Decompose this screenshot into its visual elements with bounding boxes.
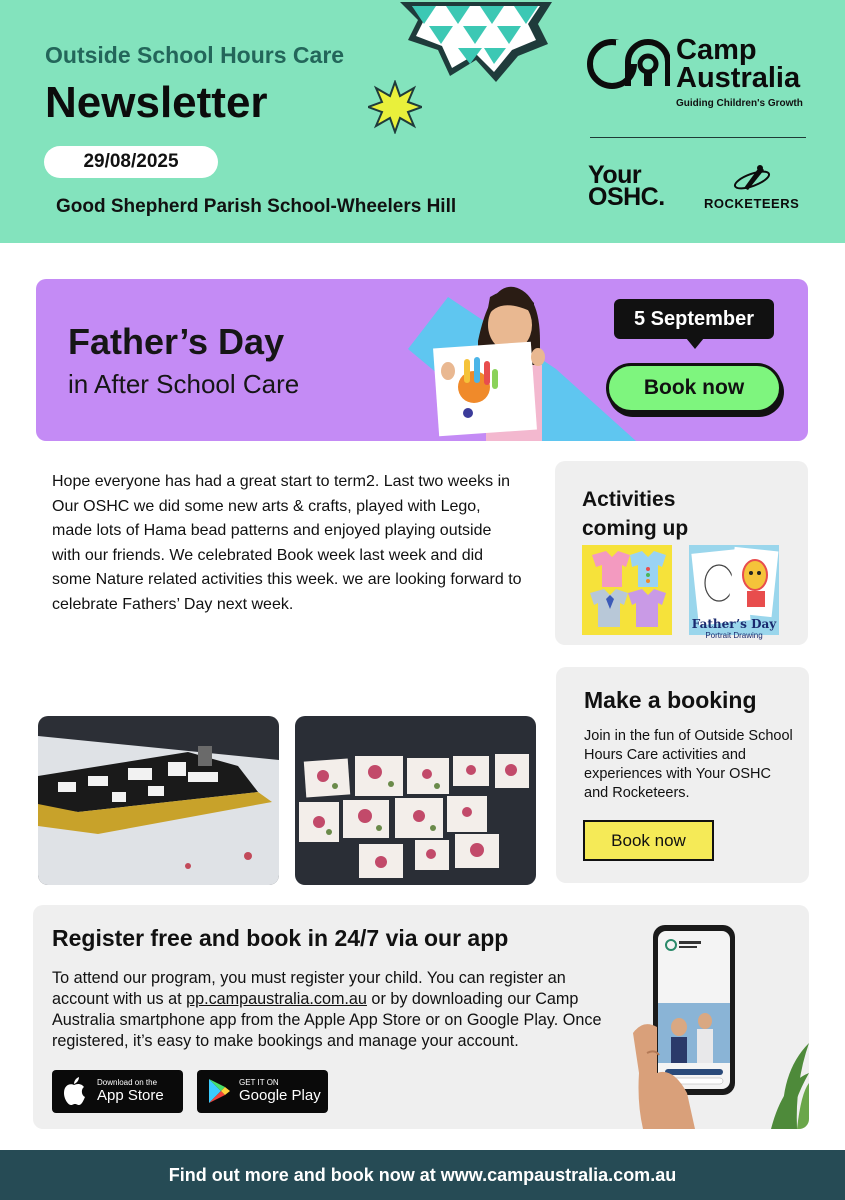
- register-title: Register free and book in 24/7 via our app: [52, 925, 509, 951]
- school-name: Good Shepherd Parish School-Wheelers Hill: [56, 196, 457, 217]
- rocket-icon: [730, 162, 776, 192]
- registration-link[interactable]: pp.campaustralia.com.au: [186, 990, 367, 1008]
- phone-in-hand-illustration: [633, 923, 809, 1129]
- starburst-decoration: [368, 80, 422, 134]
- google-play-small-label: GET IT ON: [239, 1078, 279, 1087]
- brand-name-line1: Camp: [676, 34, 757, 66]
- brand-name-line2: Australia: [676, 62, 801, 94]
- activities-title: Activities coming up: [582, 488, 689, 540]
- activity-caption-title: Father’s Day: [691, 617, 777, 631]
- triangle-pattern-decoration: [398, 0, 554, 84]
- brand-name: [676, 36, 800, 92]
- activity-caption: [689, 617, 779, 640]
- header-subtitle: Outside School Hours Care: [45, 42, 345, 68]
- girl-with-handprint-photo: [428, 279, 578, 441]
- your-oshc-logo: [588, 161, 665, 211]
- app-store-label: App Store: [97, 1087, 164, 1104]
- rocketeers-logo-text: ROCKETEERS: [704, 196, 800, 211]
- app-store-badge[interactable]: [52, 1070, 183, 1113]
- nature-art-collage-photo: [295, 716, 536, 885]
- booking-title: Make a booking: [584, 687, 757, 713]
- date-badge: 29/08/2025: [44, 146, 218, 178]
- date-bubble-tail: [686, 338, 704, 349]
- activities-card: [555, 461, 808, 645]
- lego-boat-photo: [38, 716, 279, 885]
- camp-australia-logo-icon: [586, 36, 670, 92]
- banner-subtitle: in After School Care: [68, 369, 300, 399]
- your-oshc-line1: Your: [588, 161, 642, 189]
- header-divider: [590, 137, 806, 138]
- fathers-day-banner[interactable]: [36, 279, 808, 441]
- intro-paragraph: Hope everyone has had a great start to term2. Last two weeks in Our OSHC we did some new arts & crafts, played with Lego, made lots of Hama bead patterns and enjoyed playing outside with our friends. We celebrated Book week last week and did some Nature related activities this week. we are looking forward to celebrate Fathers’ Day next week.: [52, 473, 522, 613]
- register-text-part2: or by downloading our Camp Australia smartphone app from the Apple App Store or on Google Play. Once registered, it’s easy to make bookings and manage your account.: [52, 990, 602, 1050]
- make-a-booking-card: [556, 667, 809, 883]
- activity-caption-subtitle: Portrait Drawing: [705, 631, 763, 640]
- lego-boat-image: [38, 716, 279, 885]
- book-now-button[interactable]: Book now: [583, 820, 714, 861]
- banner-book-now-button[interactable]: Book now: [606, 363, 782, 413]
- event-date-bubble: 5 September: [614, 299, 774, 339]
- page-title: Newsletter: [45, 78, 268, 127]
- register-description: [52, 968, 612, 1052]
- newsletter-header: [0, 0, 845, 243]
- booking-description: Join in the fun of Outside School Hours Care activities and experiences with Your OSHC and Rocketeers.: [584, 728, 793, 801]
- google-play-icon: [207, 1077, 231, 1105]
- register-text-part1: To attend our program, you must register your child. You can register an account with us at: [52, 969, 566, 1008]
- footer-banner[interactable]: Find out more and book now at www.campaustralia.com.au: [0, 1150, 845, 1200]
- pressed-flower-artwork-image: [295, 716, 536, 885]
- your-oshc-line2: OSHC.: [588, 183, 665, 211]
- brand-tagline: Guiding Children's Growth: [676, 98, 803, 109]
- banner-title: Father’s Day: [68, 321, 285, 362]
- google-play-badge[interactable]: [197, 1070, 328, 1113]
- paper-shirt-craft-image: [582, 545, 672, 635]
- apple-icon: [62, 1077, 86, 1105]
- register-section: [33, 905, 809, 1129]
- google-play-label: Google Play: [239, 1087, 321, 1104]
- app-store-small-label: Download on the: [97, 1078, 158, 1087]
